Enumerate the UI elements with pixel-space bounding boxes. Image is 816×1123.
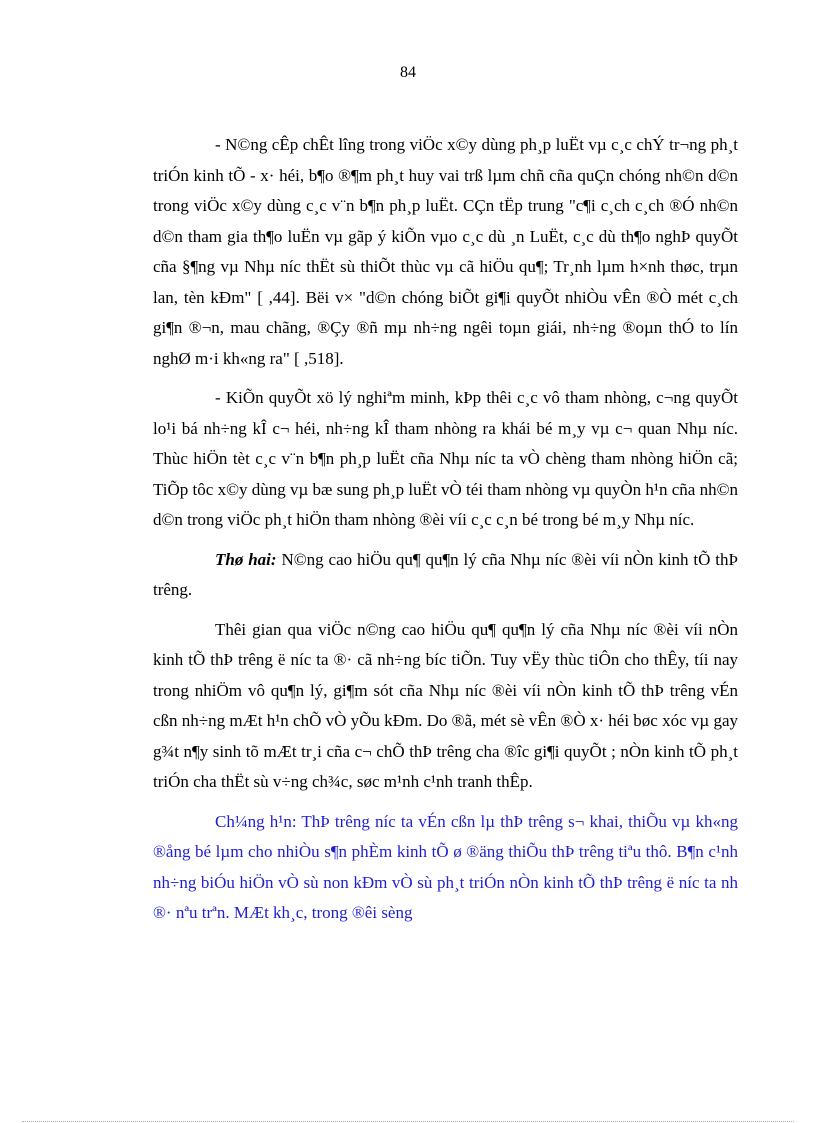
body-text <box>153 130 738 938</box>
section-heading-text: N©ng cao hiÖu qu¶ qu¶n lý cña Nhµ níc ®èi víi nÒn kinh tÕ thÞ trêng. <box>153 549 738 599</box>
paragraph-1: - N©ng cÊp chÊt lîng trong viÖc x©y dùng ph¸p luËt vµ c¸c chÝ tr¬ng ph¸t triÓn kinh tÕ - x· héi, b¶o ®¶m ph¸t huy vai trß lµm chñ cña quÇn chóng nh©n d©n trong viÖc x©y dùng c¸c v¨n b¶n ph¸p luËt. CÇn tËp trung "c¶i c¸ch c¸ch ®Ó nh©n d©n tham gia th¶o luËn vµ gãp ý kiÕn vµo c¸c dù ¸n LuËt, c¸c dù th¶o nghÞ quyÕt cña §¶ng vµ Nhµ níc thËt sù thiÕt thùc vµ cã hiÖu qu¶; Tr¸nh lµm h×nh thøc, trµn lan, tèn kÐm" [ ,44]. Bëi v× "d©n chóng biÕt gi¶i quyÕt nhiÒu vÊn ®Ò mét c¸ch gi¶n ®¬n, mau chãng, ®Çy ®ñ mµ nh÷ng ngêi toµn giái, nh÷ng ®oµn thÓ to lín nghØ m·i kh«ng ra" [ ,518]. <box>153 135 738 368</box>
page-number: 84 <box>400 64 416 81</box>
paragraph-2: - KiÕn quyÕt xö lý nghiªm minh, kÞp thêi c¸c vô tham nhòng, c¬ng quyÕt lo¹i bá nh÷ng kÎ c¬ héi, nh÷ng kÎ tham nhòng ra khái bé m¸y vµ c¬ quan Nhµ níc. Thùc hiÖn tèt c¸c v¨n b¶n ph¸p luËt cña Nhµ níc ta vÒ chèng tham nhòng hiÖn cã; TiÕp tôc x©y dùng vµ bæ sung ph¸p luËt vÒ téi tham nhòng vµ quyÒn h¹n cña nh©n d©n trong viÖc ph¸t hiÖn tham nhòng ®èi víi c¸c c¸n bé trong bé m¸y Nhµ níc. <box>153 388 738 529</box>
section-heading: Thø hai: <box>215 549 277 569</box>
paragraph-4: Thêi gian qua viÖc n©ng cao hiÖu qu¶ qu¶n lý cña Nhµ níc ®èi víi nÒn kinh tÕ thÞ trêng ë níc ta ®· cã nh÷ng bíc tiÕn. Tuy vËy thùc tiÔn cho thÊy, tíi nay trong nhiÖm vô qu¶n lý, gi¶m sót cña Nhµ níc ®èi víi nÒn kinh tÕ thÞ trêng vÉn cßn nh÷ng mÆt h¹n chÕ vÒ yÕu kÐm. Do ®ã, mét sè vÊn ®Ò x· héi bøc xóc vµ gay g¾t n¶y sinh tõ mÆt tr¸i cña c¬ chÕ thÞ trêng cha ®îc gi¶i quyÕt ; nÒn kinh tÕ ph¸t triÓn cha thËt sù v÷ng ch¾c, søc m¹nh c¹nh tranh thÊp. <box>153 619 738 791</box>
page-bottom-divider <box>22 1121 794 1122</box>
paragraph-5-highlighted: Ch¼ng h¹n: ThÞ trêng níc ta vÉn cßn lµ thÞ trêng s¬ khai, thiÕu vµ kh«ng ®ång bé lµm cho nhiÒu s¶n phÈm kinh tÕ ø ®äng thiÕu thÞ trêng tiªu thô. B¶n c¹nh nh÷ng biÓu hiÖn vÒ sù non kÐm vÒ sù ph¸t triÓn nÒn kinh tÕ thÞ trêng ë níc ta nh ®· nªu trªn. MÆt kh¸c, trong ®êi sèng <box>153 811 738 922</box>
paragraph-3 <box>153 545 738 606</box>
